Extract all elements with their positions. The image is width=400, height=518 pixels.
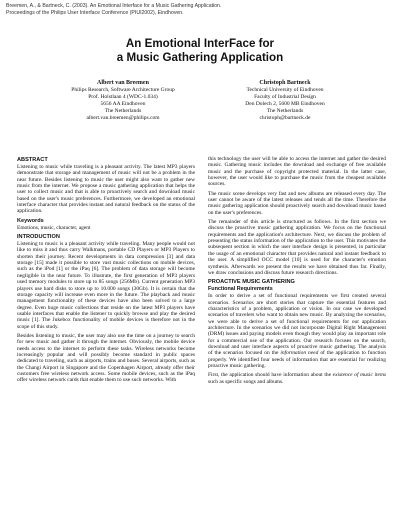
author-block-1 [38,80,208,123]
citation-line-2: Proceedings of the Philips User Interface Conference (PIUI2002), Eindhoven. [6,9,184,16]
emphasis-text: existence of music items [332,372,386,379]
abstract-text: Listening to music while traveling is a pleasant activity. The latest MP3 players demonstrate that storage and management of music will not be a problem in the near future. Besides listening to music the user might also want to gather new music from the internet. We propose a music gathering application that helps the user to collect music and that is able to proactively search and download music based on the user's music preferences. Furthermore, we developed an emotional interface character that provides instant and natural feedback on the status of the application. [17,164,195,215]
introduction-paragraph: Besides listening to music, the user may also use the time on a journey to search for new music and gather it through the internet. Obviously, the mobile device needs access to the internet to perform these tasks. Wireless networks become increasingly popular and will possibly become standard in public spaces dedicated to traveling, such as airports, trains and buses. Several airports, such as the Changi Airport in Singapore and the Copenhagen Airport, already offer their customers free wireless network access. Some mobile devices, such as the iPaq offer wireless network cards that enable them to use such networks. With [17,332,195,384]
title-line-1: An Emotional InterFace for [125,37,275,50]
author-address: Den Dolech 2, 5600 MB Eindhoven [245,101,325,108]
title-line-2: a Music Gathering Application [116,50,284,64]
emphasis-text: information need [280,350,319,357]
body-paragraph: The remainder of this article is structured as follows. In the first section we discuss the proactive music gathering application. We focus on the functional requirements and the application's architecture. Next, we discuss the problem of presenting the status information of the application to the user. This motivates the subsequent section in which the user interface design is presented, in particular the usage of an emotional character that provides natural and instant feedback to the user. A simplified OCC model [10] is used for the character's emotion synthesis. Afterwards we present the results we have obtained thus far. Finally, we draw conclusions and discuss future research directions. [208,219,386,276]
keywords-text: Emotions, music, character, agent [17,224,91,231]
keywords-heading: Keywords [17,217,44,224]
right-column [208,156,386,388]
body-paragraph [208,293,386,369]
author-name: Christoph Bartneck [259,80,311,86]
body-paragraph: this technology the user will be able to access the internet and gather the desired music. Gathering music includes the download and exchange of free available music and the purchase of copyright protected material. In the latter case, however, the user would like to purchase the music from the cheapest available sources. [208,156,386,188]
introduction-paragraph: Listening to music is a pleasant activity while traveling. Many people would not like to miss it and thus carry Walkmans, portable CD Players or MP3 Players to shorten their journey. Recent developments in data compression [3] and data storage [15] made it possible to store vast music collections on mobile devices, such as the iPod [1] or the iPaq [6]. The problem of data storage will become negligible in the near future. To illustrate, the first generation of MP3 players used memory modules to store up to 85 songs (256Mb). Current generation MP3 players use hard disks to store up to 10.000 songs (30Gb). It is certain that the storage capacity will increase even more in the future. The playback and music management functionality of these devices have also been solved to a large degree. Even huge music collections that reside on the latest MP3 players have usable interfaces that enable the listener to quickly browse and play the desired music [1]. The Jukebox functionality of mobile devices is therefore not in the scope of this study. [17,241,195,330]
author-email[interactable]: christoph@bartneck.de [259,115,311,122]
introduction-heading: INTRODUCTION [17,234,60,241]
author-name: Albert van Breemen [97,80,149,86]
body-paragraph [208,372,386,385]
author-address: 5656 AA Eindhoven [100,101,146,108]
subsection-heading: Functional Requirements [208,286,273,293]
body-paragraph: The music scene develops very fast and new albums are released every day. The user cannot be aware of the latest releases and tends all the time. Therefore the music gathering application should proactively search and download music based on the user's preferences. [208,190,386,216]
citation-header [6,3,396,16]
author-country: The Netherlands [266,108,304,115]
author-email[interactable]: albert.van.breemen@philips.com [86,115,160,122]
author-country: The Netherlands [104,108,142,115]
author-affiliation: Technical University of Eindhoven [246,87,324,94]
abstract-heading: ABSTRACT [17,157,48,163]
paragraph-text: of the application to function properly. We identified four needs of information that are essential for realizing proactive music gathering. [208,350,386,369]
left-column [17,156,195,387]
citation-line-1: Breemen, A., & Bartneck, C. (2003). An Emotional Interface for a Music Gathering Application. [6,3,222,9]
paragraph-text: In order to derive a set of functional requirements we first created several scenarios. Scenarios are short stories that capture the essential features and characteristics of a problem, application or vision. In our case we developed scenarios of travelers who want to obtain new music. By analyzing the scenarios, we were able to derive a set of functional requirements for our application architecture. In the scenarios we did not incorporate Digital Right Management (DRM) issues and paying models even though they would play an important role for a commercial use of the application. Our research focuses on the search, download and user interface aspects of proactive music gathering. The analysis of the scenarios focused on the [208,293,386,357]
author-address: Faculty of Industrial Design [254,94,316,101]
author-block-2 [200,80,370,123]
author-affiliation: Philips Research, Software Architecture Group [71,87,175,94]
paper-title [0,37,400,64]
section-heading: PROACTIVE MUSIC GATHERING [208,279,295,286]
paragraph-text: such as specific songs and albums. [208,378,284,385]
paragraph-text: First, the application should have information about the [208,372,331,379]
author-address: Prof. Holstlaan 4 (WDC-1.034) [88,94,158,101]
